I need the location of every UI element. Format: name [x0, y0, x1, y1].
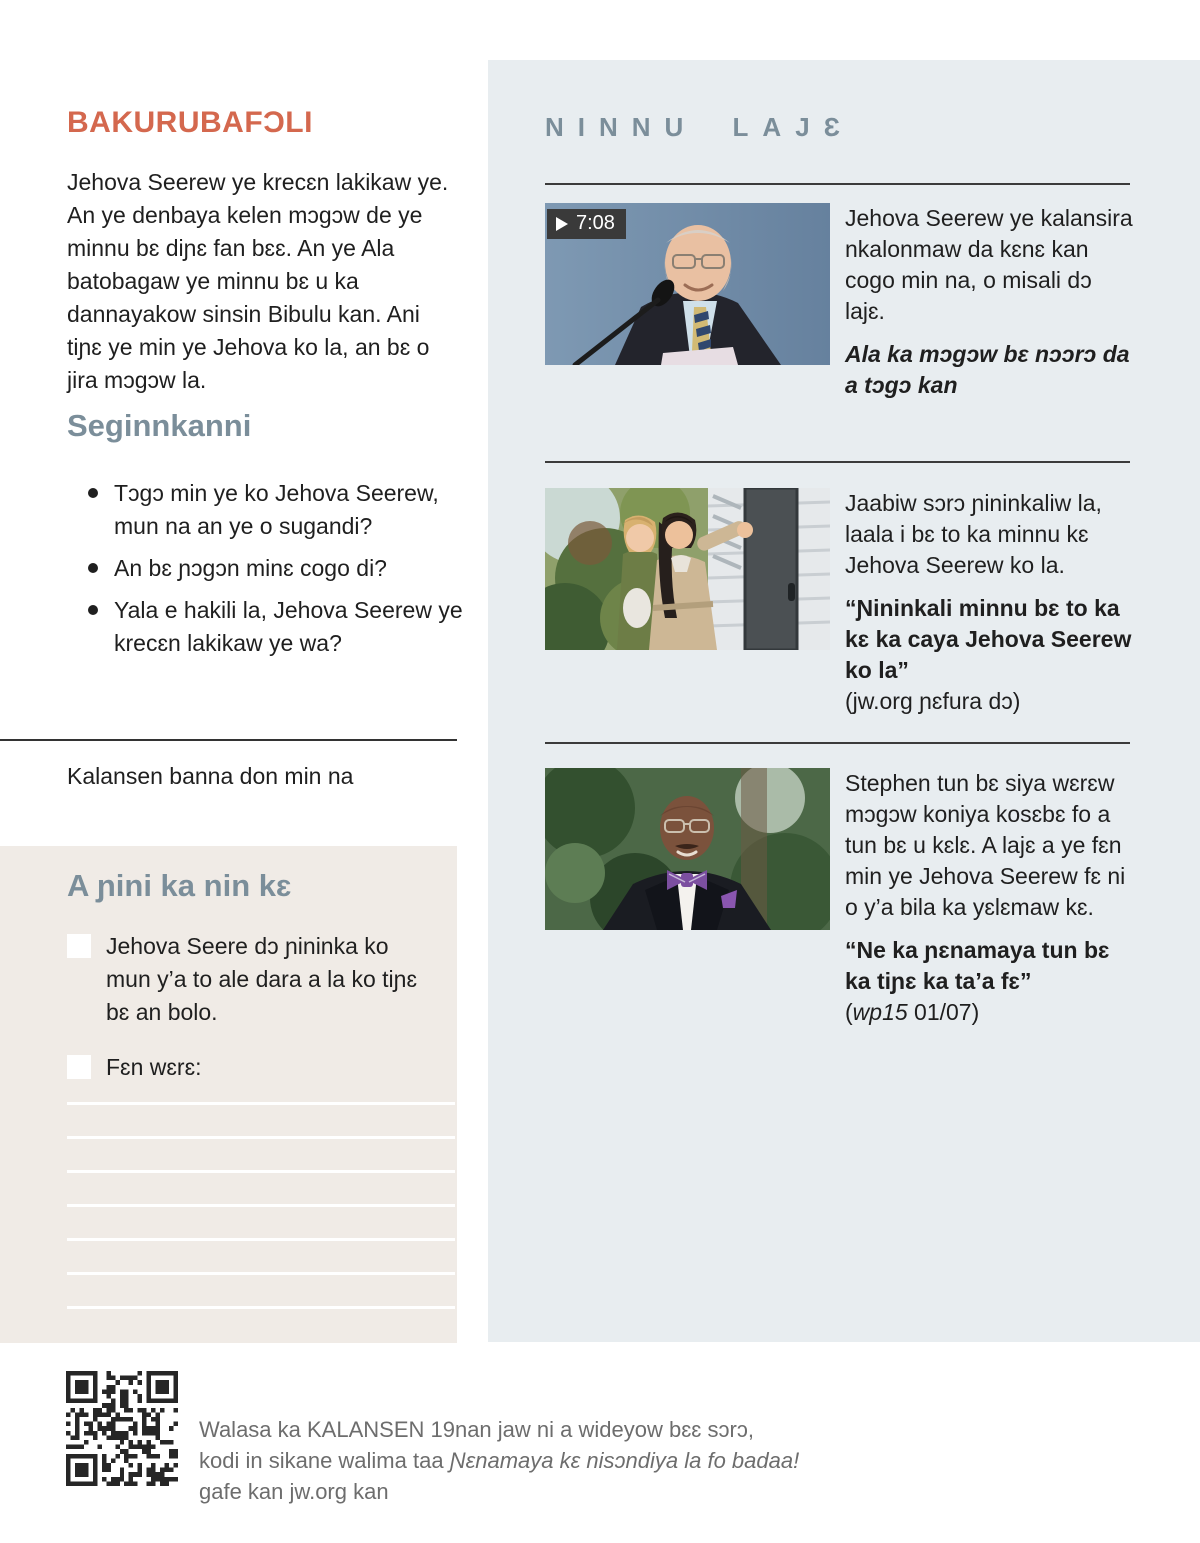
goal-checkbox-item	[67, 1051, 439, 1084]
footer-caption-text: kodi in sikane walima taa	[199, 1448, 450, 1473]
item-description: Jehova Seerew ye kalansira nkalonmaw da kɛnɛ kan cogo min na, o misali dɔ lajɛ.	[845, 205, 1133, 324]
review-question-list	[88, 477, 464, 660]
answer-line[interactable]	[67, 1238, 455, 1241]
footer-caption	[199, 1414, 819, 1507]
answer-line[interactable]	[67, 1136, 455, 1139]
qr-code	[66, 1371, 178, 1486]
source-reference: (jw.org ɲɛfura dɔ)	[845, 688, 1021, 714]
answer-line[interactable]	[67, 1204, 455, 1207]
video-duration: 7:08	[576, 212, 615, 234]
checkbox[interactable]	[67, 934, 91, 958]
item-description: Jaabiw sɔrɔ ɲininkaliw la, laala i bɛ to ka minnu kɛ Jehova Seerew ko la.	[845, 490, 1102, 578]
footer-caption-line	[199, 1445, 819, 1476]
bullet-icon	[88, 488, 98, 498]
source-reference	[845, 997, 1137, 1028]
answer-line[interactable]	[67, 1272, 455, 1275]
answer-lines	[67, 1102, 455, 1340]
intro-paragraph: Jehova Seerew ye krecɛn lakikaw ye. An ye denbaya kelen mɔgɔw de ye minnu bɛ diɲɛ fan bɛɛ. An ye Ala batobagaw ye minnu bɛ u ka dannayakow sinsin Bibulu kan. Ani tiɲɛ ye min ye Jehova ko la, an bɛ o jira mɔgɔw la.	[67, 169, 449, 393]
section-divider	[0, 739, 457, 741]
review-question-item	[88, 477, 464, 543]
article-photo	[545, 488, 830, 650]
media-row-text	[845, 488, 1137, 729]
media-panel	[488, 60, 1200, 1342]
rule	[545, 183, 1130, 185]
goal-box-title: A ɲini ka nin kɛ	[67, 868, 292, 903]
review-question-item	[88, 594, 464, 660]
review-question-item	[88, 552, 464, 585]
quote: “Ɲininkali minnu bɛ to ka kɛ ka caya Jehova Seerew ko la”	[845, 595, 1132, 683]
media-row	[545, 488, 1137, 729]
stephen-portrait-photo	[545, 768, 830, 930]
goal-box	[0, 846, 457, 1343]
page-title: BAKURUBAFƆLI	[67, 106, 313, 139]
media-panel-title: NINNU LAJƐ	[545, 112, 854, 142]
item-description: Stephen tun bɛ siya wɛrɛw mɔgɔw koniya kosɛbɛ fo a tun bɛ u kɛlɛ. A lajɛ a ye fɛn min ye Jehova Seerew fɛ ni o y’a bila ka yɛlɛmaw kɛ.	[845, 770, 1126, 920]
goal-item-label: Jehova Seere dɔ ɲininka ko mun y’a to ale dara a la ko tiɲɛ bɛ an bolo.	[106, 933, 417, 1025]
footer-publication-title: Ɲɛnamaya kɛ nisɔndiya la fo badaa!	[449, 1448, 800, 1473]
footer-caption-line: gafe kan jw.org kan	[199, 1479, 389, 1504]
review-question: Tɔgɔ min ye ko Jehova Seerew, mun na an ye o sugandi?	[114, 480, 439, 539]
source-open: (	[845, 999, 853, 1025]
media-row-text	[845, 203, 1137, 413]
review-question: An bɛ ɲɔgɔn minɛ cogo di?	[114, 555, 387, 581]
quote: “Ne ka ɲɛnamaya tun bɛ ka tiɲɛ ka ta’a fɛ”	[845, 937, 1110, 994]
article-photo	[545, 768, 830, 930]
rule	[545, 742, 1130, 744]
goal-checkbox-item	[67, 930, 439, 1029]
video-duration-badge	[547, 209, 626, 239]
review-title: Seginnkanni	[67, 408, 252, 443]
bullet-icon	[88, 605, 98, 615]
answer-line[interactable]	[67, 1102, 455, 1105]
review-question: Yala e hakili la, Jehova Seerew ye krecɛn lakikaw ye wa?	[114, 597, 463, 656]
two-women-door-photo	[545, 488, 830, 650]
source-date: 01/07)	[907, 999, 980, 1025]
source-publication: wp15	[852, 999, 908, 1025]
media-row	[545, 203, 1137, 413]
goal-item-label: Fɛn wɛrɛ:	[106, 1054, 202, 1080]
checkbox[interactable]	[67, 1055, 91, 1079]
answer-line[interactable]	[67, 1306, 455, 1309]
video-thumbnail[interactable]	[545, 203, 830, 365]
media-row-text	[845, 768, 1137, 1040]
bullet-icon	[88, 563, 98, 573]
video-title: Ala ka mɔgɔw bɛ nɔɔrɔ da a tɔgɔ kan	[845, 341, 1130, 398]
answer-line[interactable]	[67, 1170, 455, 1173]
rule	[545, 461, 1130, 463]
play-icon	[556, 217, 568, 231]
completion-note: Kalansen banna don min na	[67, 763, 354, 789]
footer-caption-line: Walasa ka KALANSEN 19nan jaw ni a wideyow bɛɛ sɔrɔ,	[199, 1417, 754, 1442]
media-row	[545, 768, 1137, 1040]
